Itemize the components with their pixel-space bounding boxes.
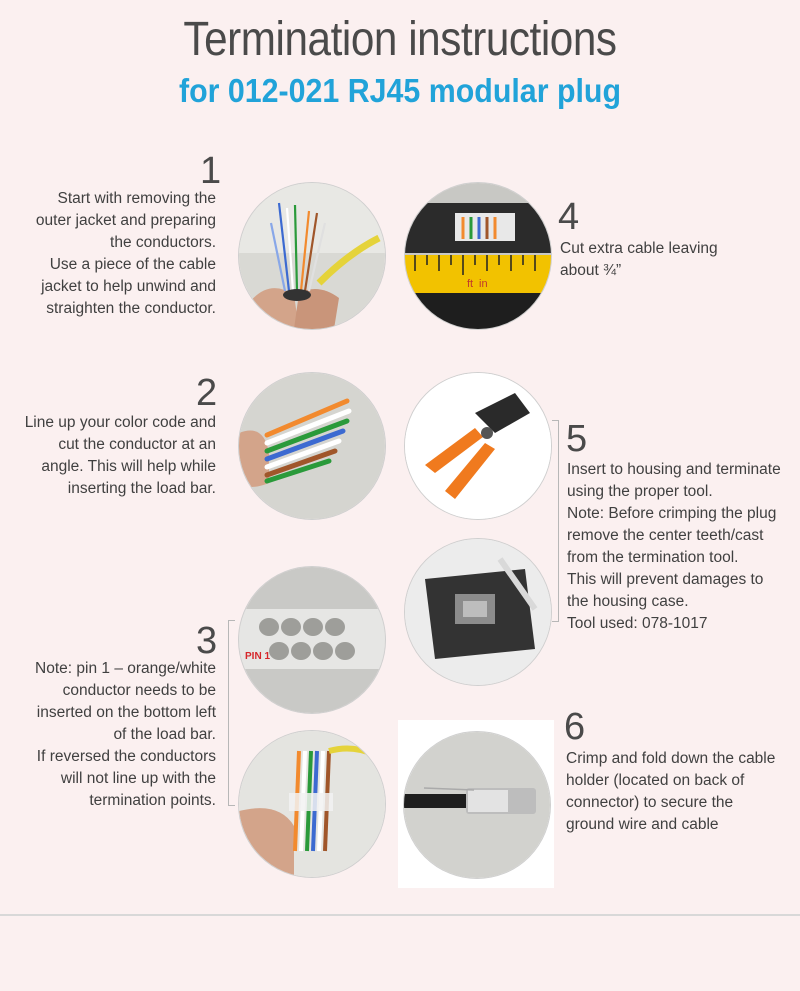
step-3-line: termination points. (89, 792, 216, 809)
footer-divider (0, 914, 800, 916)
step-3-line: inserted on the bottom left (36, 704, 216, 721)
step-1-text (0, 188, 216, 320)
step-1-line: jacket to help unwind and (41, 278, 216, 295)
step-3-number: 3 (196, 620, 218, 662)
step-6-line: connector) to secure the (566, 794, 734, 811)
step-6-line: ground wire and cable (566, 816, 719, 833)
step-6-photo-frame (398, 720, 554, 888)
step-2-number: 2 (196, 372, 218, 414)
step-5-number: 5 (566, 418, 588, 460)
step-2-text (0, 412, 216, 500)
step-6-number: 6 (564, 706, 586, 748)
step-3-bracket (228, 620, 235, 806)
step-1-line: straighten the conductor. (46, 300, 216, 317)
step-2-line: cut the conductor at an (58, 436, 216, 453)
step-3-photo-loadbar (238, 566, 386, 714)
step-3-text (0, 658, 216, 812)
step-2-line: angle. This will help while (41, 458, 216, 475)
page-title: Termination instructions (183, 13, 617, 66)
step-4-number: 4 (558, 196, 580, 238)
step-5-line: using the proper tool. (567, 483, 713, 500)
step-4-text (560, 238, 780, 282)
step-2-photo (238, 372, 386, 520)
step-6-text (566, 748, 796, 836)
step-4-photo (404, 182, 552, 330)
step-1-line: outer jacket and preparing (35, 212, 216, 229)
step-6-line: Crimp and fold down the cable (566, 750, 776, 767)
step-1-number: 1 (200, 150, 222, 192)
step-5-line: the housing case. (567, 593, 689, 610)
step-5-line: remove the center teeth/cast (567, 527, 764, 544)
step-4-line: Cut extra cable leaving (560, 240, 718, 257)
step-2-line: Line up your color code and (24, 414, 216, 431)
step-1-line: the conductors. (110, 234, 216, 251)
step-1-photo (238, 182, 386, 330)
step-5-bracket (552, 420, 559, 622)
step-3-line: If reversed the conductors (36, 748, 216, 765)
step-4-line: about ¾” (560, 262, 622, 279)
tape-label-in: in (479, 278, 488, 290)
step-3-line: Note: pin 1 – orange/white (35, 660, 216, 677)
step-3-line: will not line up with the (60, 770, 216, 787)
tape-label-ft: ft (467, 278, 474, 290)
step-5-line: This will prevent damages to (567, 571, 764, 588)
step-2-line: inserting the load bar. (67, 480, 216, 497)
step-5-photo-tool (404, 372, 552, 520)
step-1-line: Use a piece of the cable (49, 256, 216, 273)
step-5-photo-die (404, 538, 552, 686)
step-1-line: Start with removing the (57, 190, 216, 207)
pin-1-label: PIN 1 (245, 651, 271, 662)
step-3-photo-inserted (238, 730, 386, 878)
page-subtitle: for 012-021 RJ45 modular plug (178, 72, 622, 109)
step-3-line: of the load bar. (113, 726, 216, 743)
step-6-line: holder (located on back of (566, 772, 745, 789)
step-5-line: Note: Before crimping the plug (567, 505, 777, 522)
step-3-line: conductor needs to be (62, 682, 216, 699)
step-5-line: Insert to housing and terminate (567, 461, 781, 478)
step-5-line: from the termination tool. (567, 549, 739, 566)
step-5-line: Tool used: 078-1017 (567, 615, 708, 632)
step-6-photo (403, 731, 551, 879)
step-5-text (567, 459, 797, 635)
